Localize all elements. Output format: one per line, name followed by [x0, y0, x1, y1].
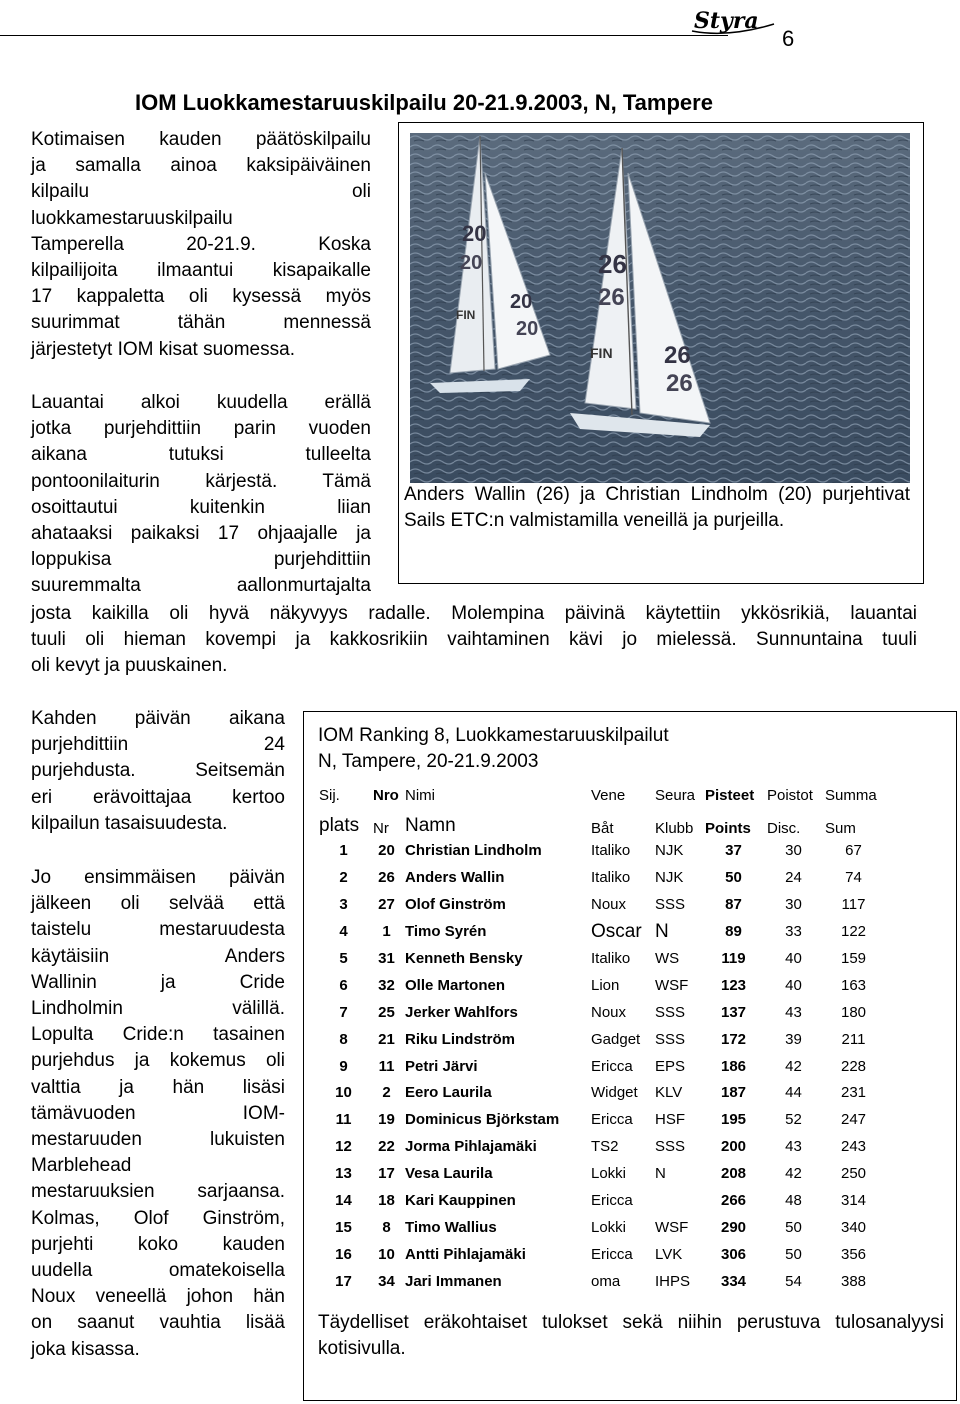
paragraph-4-line: uudella omatekoisella: [31, 1260, 285, 1282]
ranking-cell: 37: [703, 838, 765, 865]
ranking-cell: 89: [703, 918, 765, 945]
paragraph-2-line: loppukisa purjehdittiin: [31, 549, 371, 571]
ranking-cell: Lokki: [589, 1214, 653, 1241]
ranking-cell: 15: [317, 1214, 371, 1241]
ranking-cell: Dominicus Björkstam: [403, 1106, 589, 1133]
ranking-cell: 266: [703, 1187, 765, 1214]
ranking-header-cell: Vene: [589, 780, 653, 805]
ranking-cell: Oscar: [589, 918, 653, 945]
ranking-title: [318, 723, 669, 775]
ranking-cell: Christian Lindholm: [403, 838, 589, 865]
ranking-cell: 186: [703, 1053, 765, 1080]
ranking-cell: Anders Wallin: [403, 864, 589, 891]
intro-line: ja samalla ainoa kaksipäiväinen: [31, 155, 371, 177]
ranking-cell: 8: [317, 1026, 371, 1053]
ranking-footer: Täydelliset eräkohtaiset tulokset sekä niihin perustuva tulosanalyysi kotisivulla.: [318, 1312, 944, 1359]
ranking-cell: WSF: [653, 1214, 703, 1241]
intro-line: kilpailu oli: [31, 181, 371, 203]
paragraph-4-line: mestaruuksien sarjaansa.: [31, 1181, 285, 1203]
ranking-cell: Lokki: [589, 1160, 653, 1187]
ranking-cell: 123: [703, 972, 765, 999]
paragraph-3-line: Kahden päivän aikana: [31, 708, 285, 729]
ranking-cell: 180: [823, 999, 885, 1026]
svg-text:20: 20: [462, 221, 487, 246]
ranking-cell: 200: [703, 1133, 765, 1160]
ranking-cell: 33: [765, 918, 823, 945]
logo-text: Styra: [694, 8, 759, 34]
paragraph-4-line: Lopulta Cride:n tasainen: [31, 1024, 285, 1046]
ranking-cell: WS: [653, 945, 703, 972]
ranking-cell: 67: [823, 838, 885, 865]
intro-line: Tamperella 20-21.9. Koska: [31, 233, 371, 255]
ranking-header-cell: Disc.: [765, 805, 823, 838]
ranking-row: [317, 972, 885, 999]
ranking-header-cell: Seura: [653, 780, 703, 805]
ranking-row: [317, 1241, 885, 1268]
intro-line: 17 kappaletta oli kysessä myös: [31, 286, 371, 308]
ranking-cell: 122: [823, 918, 885, 945]
ranking-cell: 243: [823, 1133, 885, 1160]
ranking-cell: 40: [765, 945, 823, 972]
ranking-cell: 314: [823, 1187, 885, 1214]
svg-text:26: 26: [598, 249, 627, 279]
ranking-cell: N: [653, 1160, 703, 1187]
paragraph-2-line: osoittautui kuitenkin liian: [31, 496, 371, 518]
ranking-cell: 34: [371, 1268, 403, 1295]
ranking-row: [317, 1106, 885, 1133]
ranking-cell: LVK: [653, 1241, 703, 1268]
paragraph-3: [31, 706, 285, 837]
ranking-cell: 30: [765, 838, 823, 865]
ranking-cell: oma: [589, 1268, 653, 1295]
ranking-cell: Ericca: [589, 1053, 653, 1080]
styra-logo: [688, 4, 778, 36]
ranking-cell: 187: [703, 1080, 765, 1107]
paragraph-2-line: pontoonilaiturin kärjestä. Tämä: [31, 470, 371, 492]
ranking-cell: SSS: [653, 1133, 703, 1160]
ranking-cell: 74: [823, 864, 885, 891]
ranking-cell: 228: [823, 1053, 885, 1080]
ranking-header-cell: Nr: [371, 805, 403, 838]
ranking-cell: NJK: [653, 864, 703, 891]
ranking-cell: 22: [371, 1133, 403, 1160]
ranking-cell: KLV: [653, 1080, 703, 1107]
ranking-cell: Ericca: [589, 1106, 653, 1133]
header-rule: [0, 35, 728, 36]
ranking-cell: 159: [823, 945, 885, 972]
ranking-cell: Timo Wallius: [403, 1214, 589, 1241]
ranking-cell: Kenneth Bensky: [403, 945, 589, 972]
ranking-cell: 356: [823, 1241, 885, 1268]
ranking-cell: 16: [317, 1241, 371, 1268]
paragraph-4-line: taistelu mestaruudesta: [31, 919, 285, 941]
paragraph-4-line: valttia ja hän lisäsi: [31, 1076, 285, 1098]
ranking-cell: 42: [765, 1053, 823, 1080]
ranking-row: [317, 838, 885, 865]
paragraph-3-line: purjehdusta. Seitsemän: [31, 760, 285, 782]
paragraph-4-line: on saanut vauhtia lisää: [31, 1312, 285, 1334]
ranking-cell: Widget: [589, 1080, 653, 1107]
svg-text:FIN: FIN: [456, 308, 476, 322]
ranking-cell: 163: [823, 972, 885, 999]
paragraph-4-line: käytäisiin Anders: [31, 945, 285, 967]
ranking-header-cell: Summa: [823, 780, 885, 805]
paragraph-4-line: Wallinin ja Cride: [31, 971, 285, 993]
ranking-cell: 54: [765, 1268, 823, 1295]
paragraph-2-line: suuremmalta aallonmurtajalta: [31, 575, 371, 597]
ranking-cell: 211: [823, 1026, 885, 1053]
ranking-cell: 3: [317, 891, 371, 918]
paragraph-2-continued-line: tuuli oli hieman kovempi ja kakkosrikiin vaihtaminen kävi jo mielessä. Sunnuntaina tuuli: [31, 629, 917, 651]
ranking-row: [317, 1214, 885, 1241]
photo-caption: Anders Wallin (26) ja Christian Lindholm (20) purjehtivat Sails ETC:n valmistamilla veneillä ja purjeilla.: [404, 484, 910, 531]
ranking-cell: 40: [765, 972, 823, 999]
paragraph-4-line: mestaruuden lukuisten: [31, 1129, 285, 1151]
ranking-header-cell: Sij.: [317, 780, 371, 805]
ranking-cell: 117: [823, 891, 885, 918]
ranking-cell: 250: [823, 1160, 885, 1187]
ranking-cell: WSF: [653, 972, 703, 999]
ranking-header-cell: Nimi: [403, 780, 589, 805]
ranking-cell: 7: [317, 999, 371, 1026]
ranking-cell: 10: [317, 1080, 371, 1107]
ranking-row: [317, 891, 885, 918]
ranking-cell: NJK: [653, 838, 703, 865]
ranking-cell: 30: [765, 891, 823, 918]
ranking-cell: Olof Ginström: [403, 891, 589, 918]
ranking-cell: 27: [371, 891, 403, 918]
ranking-cell: 87: [703, 891, 765, 918]
ranking-cell: TS2: [589, 1133, 653, 1160]
paragraph-2-line: ahataaksi paikaksi 17 ohjaajalle ja: [31, 523, 371, 545]
paragraph-3-line: eri erävoittajaa kertoo: [31, 786, 285, 808]
paragraph-4: [31, 865, 285, 1363]
ranking-cell: 231: [823, 1080, 885, 1107]
ranking-cell: 17: [371, 1160, 403, 1187]
ranking-cell: Italiko: [589, 838, 653, 865]
paragraph-3-line: kilpailun tasaisuudesta.: [31, 812, 228, 834]
ranking-cell: 12: [317, 1133, 371, 1160]
intro-line: suurimmat tähän mennessä: [31, 312, 371, 334]
ranking-cell: 6: [317, 972, 371, 999]
ranking-table: [316, 779, 885, 1295]
intro-line: Kotimaisen kauden päätöskilpailu: [31, 129, 371, 150]
svg-text:26: 26: [664, 342, 691, 369]
ranking-cell: 42: [765, 1160, 823, 1187]
ranking-cell: Italiko: [589, 864, 653, 891]
ranking-header-cell: Pisteet: [703, 780, 765, 805]
svg-text:20: 20: [510, 291, 533, 313]
ranking-cell: 32: [371, 972, 403, 999]
ranking-cell: 26: [371, 864, 403, 891]
ranking-cell: 14: [317, 1187, 371, 1214]
paragraph-2: [31, 390, 371, 600]
ranking-cell: 20: [371, 838, 403, 865]
ranking-cell: 43: [765, 1133, 823, 1160]
ranking-cell: 21: [371, 1026, 403, 1053]
ranking-cell: 334: [703, 1268, 765, 1295]
ranking-cell: 9: [317, 1053, 371, 1080]
ranking-cell: 388: [823, 1268, 885, 1295]
ranking-header-cell: plats: [317, 805, 371, 838]
ranking-cell: 18: [371, 1187, 403, 1214]
ranking-cell: 25: [371, 999, 403, 1026]
paragraph-2-continued-line: oli kevyt ja puuskainen.: [31, 655, 228, 677]
ranking-cell: 50: [765, 1214, 823, 1241]
ranking-cell: SSS: [653, 891, 703, 918]
ranking-cell: Antti Pihlajamäki: [403, 1241, 589, 1268]
ranking-header-cell: Points: [703, 805, 765, 838]
ranking-cell: 24: [765, 864, 823, 891]
paragraph-2-line: Lauantai alkoi kuudella erällä: [31, 392, 371, 413]
ranking-cell: 8: [371, 1214, 403, 1241]
svg-text:26: 26: [598, 284, 625, 311]
intro-line: luokkamestaruuskilpailu: [31, 207, 233, 229]
paragraph-2-continued-line: josta kaikilla oli hyvä näkyvyys radalle. Molempina päivinä käytettiin ykkösrikiä, lauantai: [31, 603, 917, 624]
ranking-cell: 195: [703, 1106, 765, 1133]
ranking-header-cell: Poistot: [765, 780, 823, 805]
ranking-title-line2: N, Tampere, 20-21.9.2003: [318, 751, 539, 772]
paragraph-4-line: jälkeen oli selvää että: [31, 893, 285, 915]
ranking-row: [317, 1053, 885, 1080]
ranking-cell: Vesa Laurila: [403, 1160, 589, 1187]
intro-paragraph: [31, 127, 371, 363]
svg-text:26: 26: [666, 370, 693, 397]
ranking-cell: 13: [317, 1160, 371, 1187]
ranking-cell: 31: [371, 945, 403, 972]
ranking-cell: 11: [317, 1106, 371, 1133]
ranking-cell: 5: [317, 945, 371, 972]
ranking-cell: Kari Kauppinen: [403, 1187, 589, 1214]
ranking-header-row: [317, 805, 885, 838]
ranking-cell: Ericca: [589, 1241, 653, 1268]
ranking-row: [317, 1187, 885, 1214]
ranking-row: [317, 1026, 885, 1053]
ranking-row: [317, 945, 885, 972]
intro-line: järjestetyt IOM kisat suomessa.: [31, 338, 295, 360]
ranking-cell: N: [653, 918, 703, 945]
article-title: IOM Luokkamestaruuskilpailu 20-21.9.2003, N, Tampere: [135, 90, 713, 115]
ranking-cell: IHPS: [653, 1268, 703, 1295]
ranking-header-cell: Båt: [589, 805, 653, 838]
ranking-cell: 2: [371, 1080, 403, 1107]
ranking-cell: 19: [371, 1106, 403, 1133]
ranking-cell: Jerker Wahlfors: [403, 999, 589, 1026]
svg-text:20: 20: [460, 252, 483, 274]
paragraph-2-line: aikana tutuksi tulleelta: [31, 444, 371, 466]
ranking-cell: Noux: [589, 999, 653, 1026]
ranking-cell: 340: [823, 1214, 885, 1241]
ranking-cell: 10: [371, 1241, 403, 1268]
ranking-row: [317, 1133, 885, 1160]
ranking-cell: 306: [703, 1241, 765, 1268]
ranking-cell: 50: [703, 864, 765, 891]
ranking-cell: Petri Järvi: [403, 1053, 589, 1080]
svg-text:20: 20: [516, 318, 539, 340]
ranking-header-row: [317, 780, 885, 805]
ranking-row: [317, 1268, 885, 1295]
svg-text:FIN: FIN: [590, 345, 613, 361]
paragraph-2-continued: [31, 601, 917, 680]
ranking-cell: 44: [765, 1080, 823, 1107]
ranking-header-cell: Nro: [371, 780, 403, 805]
ranking-header-cell: Klubb: [653, 805, 703, 838]
paragraph-2-line: jotka purjehdittiin parin vuoden: [31, 418, 371, 440]
ranking-cell: Gadget: [589, 1026, 653, 1053]
ranking-cell: 208: [703, 1160, 765, 1187]
ranking-row: [317, 1160, 885, 1187]
ranking-cell: 290: [703, 1214, 765, 1241]
page-number: 6: [782, 26, 795, 51]
ranking-cell: SSS: [653, 999, 703, 1026]
ranking-header-cell: Namn: [403, 805, 589, 838]
ranking-cell: 119: [703, 945, 765, 972]
paragraph-4-line: purjehdus ja kokemus oli: [31, 1050, 285, 1072]
ranking-cell: 39: [765, 1026, 823, 1053]
ranking-cell: Lion: [589, 972, 653, 999]
ranking-cell: SSS: [653, 1026, 703, 1053]
paragraph-4-line: Jo ensimmäisen päivän: [31, 867, 285, 888]
paragraph-4-line: Marblehead: [31, 1155, 132, 1177]
ranking-cell: 1: [371, 918, 403, 945]
ranking-cell: 247: [823, 1106, 885, 1133]
ranking-cell: Timo Syrén: [403, 918, 589, 945]
ranking-cell: Riku Lindström: [403, 1026, 589, 1053]
ranking-cell: 48: [765, 1187, 823, 1214]
paragraph-4-line: Kolmas, Olof Ginström,: [31, 1207, 285, 1229]
paragraph-4-line: joka kisassa.: [31, 1338, 140, 1360]
ranking-cell: 2: [317, 864, 371, 891]
ranking-cell: 172: [703, 1026, 765, 1053]
paragraph-4-line: purjehti koko kauden: [31, 1233, 285, 1255]
ranking-cell: 4: [317, 918, 371, 945]
ranking-row: [317, 1080, 885, 1107]
ranking-row: [317, 864, 885, 891]
ranking-cell: [653, 1187, 703, 1214]
ranking-row: [317, 918, 885, 945]
paragraph-4-line: Lindholmin välillä.: [31, 998, 285, 1020]
ranking-cell: Jorma Pihlajamäki: [403, 1133, 589, 1160]
paragraph-4-line: tämävuoden IOM-: [31, 1102, 285, 1124]
ranking-cell: Olle Martonen: [403, 972, 589, 999]
ranking-row: [317, 999, 885, 1026]
paragraph-3-line: purjehdittiin 24: [31, 734, 285, 756]
ranking-cell: Eero Laurila: [403, 1080, 589, 1107]
ranking-cell: Noux: [589, 891, 653, 918]
ranking-cell: Ericca: [589, 1187, 653, 1214]
ranking-title-line1: IOM Ranking 8, Luokkamestaruuskilpailut: [318, 725, 669, 746]
ranking-cell: 43: [765, 999, 823, 1026]
paragraph-4-line: Noux veneellä johon hän: [31, 1286, 285, 1308]
ranking-cell: EPS: [653, 1053, 703, 1080]
ranking-cell: 50: [765, 1241, 823, 1268]
ranking-cell: 17: [317, 1268, 371, 1295]
ranking-cell: 1: [317, 838, 371, 865]
sailboats-photo: [410, 133, 910, 483]
ranking-cell: 52: [765, 1106, 823, 1133]
ranking-cell: 11: [371, 1053, 403, 1080]
ranking-cell: Italiko: [589, 945, 653, 972]
ranking-header-cell: Sum: [823, 805, 885, 838]
ranking-cell: Jari Immanen: [403, 1268, 589, 1295]
ranking-cell: HSF: [653, 1106, 703, 1133]
ranking-cell: 137: [703, 999, 765, 1026]
intro-line: kilpailijoita ilmaantui kisapaikalle: [31, 260, 371, 282]
